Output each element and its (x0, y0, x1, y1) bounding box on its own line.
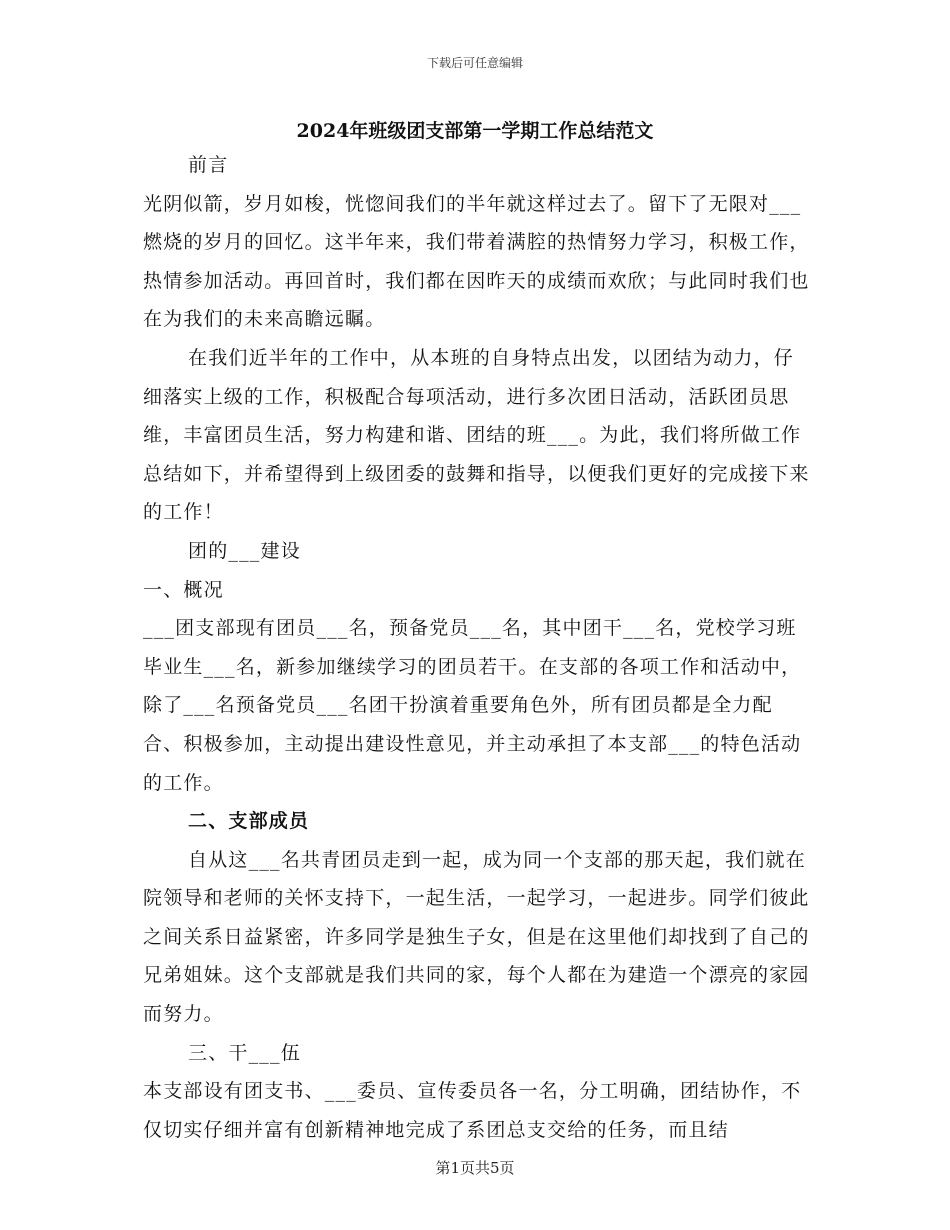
page-number: 第1页共5页 (435, 1159, 515, 1177)
paragraph-intro: 在我们近半年的工作中，从本班的自身特点出发，以团结为动力，仔细落实上级的工作，积极配合每项活动，进行多次团日活动，活跃团员思维，丰富团员生活，努力构建和谐、团结的班___。为此，我们将所做工作总结如下，并希望得到上级团委的鼓舞和指导，以便我们更好的完成接下来的工作！ (143, 346, 810, 524)
paragraph-preface: 光阴似箭，岁月如梭，恍惚间我们的半年就这样过去了。留下了无限对___燃烧的岁月的回忆。这半年来，我们带着满腔的热情努力学习，积极工作，热情参加活动。再回首时，我们都在因昨天的成绩而欢欣；与此同时我们也在为我们的未来高瞻远瞩。 (143, 192, 810, 331)
paragraph-preface-heading: 前言 (188, 154, 229, 176)
section-heading-overview: 一、概况 (143, 578, 224, 601)
section-heading-members: 二、支部成员 (188, 810, 310, 833)
document-title: 2024年班级团支部第一学期工作总结范文 (296, 120, 654, 142)
paragraph-overview: ___团支部现有团员___名，预备党员___名，其中团干___名，党校学习班毕业生___名，新参加继续学习的团员若干。在支部的各项工作和活动中，除了___名预备党员___名团干扮演着重要角色外，所有团员都是全力配合、积极参加，主动提出建设性意见，并主动承担了本支部___的特色活动的工作。 (143, 617, 802, 794)
document-body (143, 146, 813, 1149)
section-heading-team-building: 团的___建设 (188, 539, 301, 562)
section-heading-cadres: 三、干___伍 (188, 1041, 301, 1064)
page-header-note: 下载后可任意编辑 (426, 56, 523, 70)
paragraph-members: 自从这___名共青团员走到一起，成为同一个支部的那天起，我们就在院领导和老师的关怀支持下，一起生活，一起学习，一起进步。同学们彼此之间关系日益紧密，许多同学是独生子女，但是在这里他们却找到了自己的兄弟姐妹。这个支部就是我们共同的家，每个人都在为建造一个漂亮的家园而努力。 (143, 848, 810, 1026)
paragraph-cadres: 本支部设有团支书、___委员、宣传委员各一名，分工明确，团结协作，不仅切实仔细并富有创新精神地完成了系团总支交给的任务，而且结 (143, 1080, 802, 1141)
